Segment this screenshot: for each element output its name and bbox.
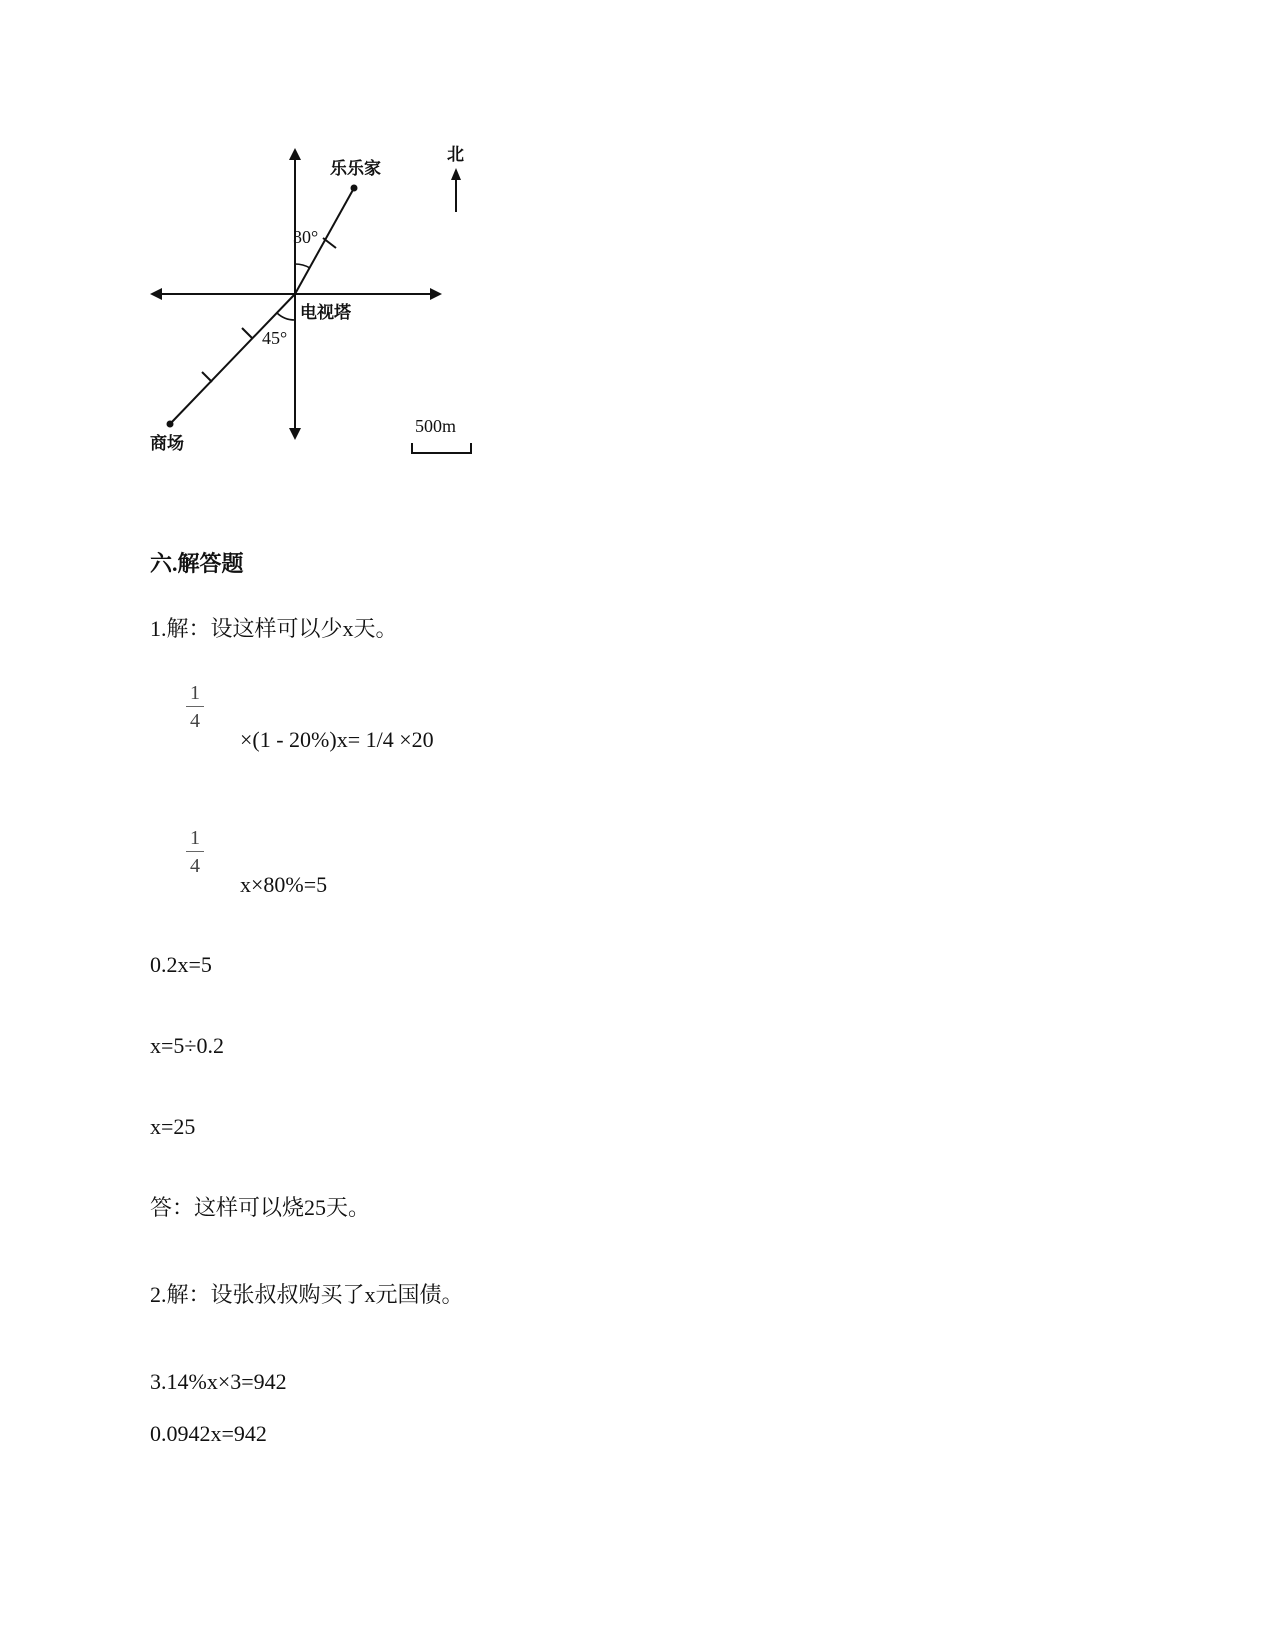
north-arrowhead [289, 148, 301, 160]
fraction-denominator: 4 [190, 710, 200, 732]
mall-point [167, 421, 174, 428]
mall-scale-tick-2 [202, 372, 212, 382]
problem1-eq1: ×(1 - 20%)x= 1/4 ×20 [240, 727, 434, 752]
south-arrowhead [289, 428, 301, 440]
fraction-bar [186, 706, 204, 707]
problem2-intro: 2.解：设张叔叔购买了x元国债。 [150, 1282, 464, 1307]
problem1-eq2-fraction [186, 827, 204, 877]
problem1-step4: x=5÷0.2 [150, 1033, 224, 1058]
tower-label: 电视塔 [300, 303, 351, 323]
problem1-eq1-fraction [186, 682, 204, 732]
direction-diagram-svg [140, 140, 500, 480]
line-to-mall [170, 294, 295, 424]
problem1-step3: 0.2x=5 [150, 952, 212, 977]
problem1-answer: 答：这样可以烧25天。 [150, 1195, 371, 1220]
angle-arc-45 [277, 313, 295, 320]
home-label: 乐乐家 [330, 159, 381, 179]
mall-scale-tick-1 [242, 328, 252, 338]
problem1-intro: 1.解：设这样可以少x天。 [150, 616, 398, 641]
angle-45-label: 45° [262, 328, 288, 348]
north-indicator-arrowhead [451, 168, 461, 180]
fraction-numerator: 1 [190, 682, 200, 704]
angle-arc-30 [295, 264, 310, 268]
section-heading: 六.解答题 [150, 551, 244, 576]
scale-label: 500m [415, 416, 457, 436]
mall-label: 商场 [150, 434, 184, 454]
problem2-step2: 0.0942x=942 [150, 1421, 267, 1446]
east-arrowhead [430, 288, 442, 300]
fraction-bar [186, 851, 204, 852]
problem1-step5: x=25 [150, 1114, 196, 1139]
direction-diagram [140, 140, 500, 480]
north-label: 北 [447, 145, 464, 165]
west-arrowhead [150, 288, 162, 300]
scale-bar [412, 443, 471, 453]
home-scale-tick [323, 238, 336, 248]
fraction-denominator: 4 [190, 855, 200, 877]
home-point [351, 185, 358, 192]
fraction-numerator: 1 [190, 827, 200, 849]
angle-30-label: 30° [293, 227, 319, 247]
problem2-step1: 3.14%x×3=942 [150, 1369, 287, 1394]
problem1-eq2: x×80%=5 [240, 872, 328, 897]
